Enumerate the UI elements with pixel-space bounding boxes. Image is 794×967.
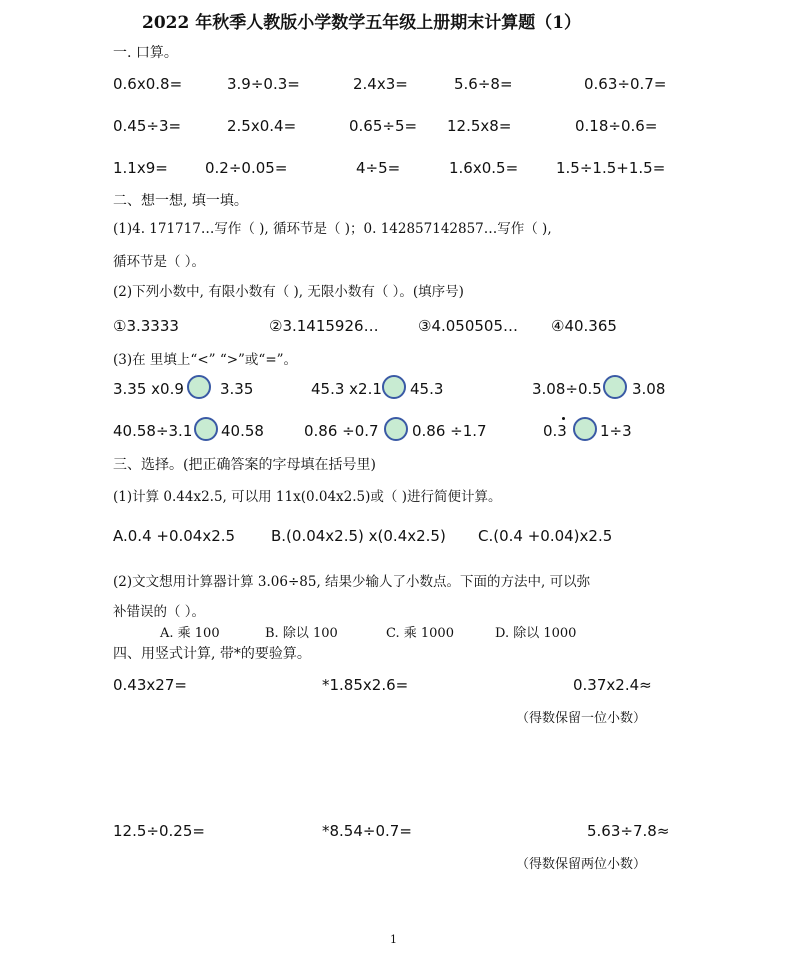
oral-calc-item: 2.4x3= [353, 75, 408, 93]
compare-right: 3.35 [220, 380, 254, 398]
oral-calc-item: 1.6x0.5= [449, 159, 519, 177]
compare-left: 0.86 ÷0.7 [304, 422, 379, 440]
vertical-calc-item: 0.43x27= [113, 676, 187, 694]
rounding-note: （得数保留一位小数） [516, 711, 647, 726]
answer-circle[interactable] [187, 375, 211, 399]
oral-calc-item: 0.6x0.8= [113, 75, 183, 93]
oral-calc-item: 1.5÷1.5+1.5= [556, 159, 666, 177]
question-text: (2)下列小数中, 有限小数有（ ), 无限小数有（ ）。(填序号) [113, 284, 464, 300]
section2-heading: 二、想一想, 填一填。 [113, 193, 248, 209]
compare-right: 0.86 ÷1.7 [412, 422, 487, 440]
oral-calc-item: 0.63÷0.7= [584, 75, 667, 93]
vertical-calc-item: 5.63÷7.8≈ [587, 822, 670, 840]
decimal-option: ①3.3333 [113, 317, 179, 335]
oral-calc-item: 0.65÷5= [349, 117, 418, 135]
oral-calc-item: 0.45÷3= [113, 117, 182, 135]
vertical-calc-item: *1.85x2.6= [322, 676, 409, 694]
choice-option: C. 乘 1000 [386, 626, 454, 641]
page-title: 2022 年秋季人教版小学数学五年级上册期末计算题（1） [142, 13, 582, 33]
oral-calc-item: 0.2÷0.05= [205, 159, 288, 177]
oral-calc-item: 5.6÷8= [454, 75, 513, 93]
vertical-calc-item: *8.54÷0.7= [322, 822, 412, 840]
choice-option: D. 除以 1000 [495, 626, 577, 641]
compare-right: 3.08 [632, 380, 666, 398]
vertical-calc-item: 0.37x2.4≈ [573, 676, 652, 694]
rounding-note: （得数保留两位小数） [516, 857, 647, 872]
oral-calc-item: 0.18÷0.6= [575, 117, 658, 135]
choice-option: B.(0.04x2.5) x(0.4x2.5) [271, 527, 446, 545]
answer-circle[interactable] [573, 417, 597, 441]
section4-heading: 四、用竖式计算, 带*的要验算。 [113, 646, 311, 662]
compare-left: 3.08÷0.5 [532, 380, 602, 398]
answer-circle[interactable] [194, 417, 218, 441]
question-text: (2)文文想用计算器计算 3.06÷85, 结果少输人了小数点。下面的方法中, 可以弥 [113, 574, 591, 590]
compare-left: 45.3 x2.1 [311, 380, 382, 398]
section1-heading: 一. 口算。 [113, 45, 178, 61]
repeating-decimal-dot [562, 417, 565, 420]
oral-calc-item: 3.9÷0.3= [227, 75, 300, 93]
oral-calc-item: 2.5x0.4= [227, 117, 297, 135]
choice-option: A.0.4 +0.04x2.5 [113, 527, 236, 545]
answer-circle[interactable] [382, 375, 406, 399]
choice-option: B. 除以 100 [265, 626, 338, 641]
page-number: 1 [390, 933, 397, 946]
compare-right: 1÷3 [600, 422, 632, 440]
oral-calc-item: 12.5x8= [447, 117, 512, 135]
question-text: (3)在 里填上“<” “>”或“=”。 [113, 352, 298, 368]
question-text: (1)4. 171717…写作（ ), 循环节是（ )；0. 142857142857…写作（ ), [113, 221, 552, 237]
choice-option: A. 乘 100 [160, 626, 220, 641]
choice-option: C.(0.4 +0.04)x2.5 [478, 527, 613, 545]
question-text: 补错误的（ ）。 [113, 604, 206, 620]
vertical-calc-item: 12.5÷0.25= [113, 822, 205, 840]
answer-circle[interactable] [603, 375, 627, 399]
compare-left: 0.3 [543, 422, 567, 440]
oral-calc-item: 1.1x9= [113, 159, 168, 177]
compare-left: 40.58÷3.1 [113, 422, 193, 440]
decimal-option: ②3.1415926… [269, 317, 379, 335]
compare-right: 40.58 [221, 422, 264, 440]
decimal-option: ④40.365 [551, 317, 617, 335]
question-text: (1)计算 0.44x2.5, 可以用 11x(0.04x2.5)或（ )进行简便计算。 [113, 489, 502, 505]
section3-heading: 三、选择。(把正确答案的字母填在括号里) [113, 457, 376, 473]
decimal-option: ③4.050505… [418, 317, 519, 335]
compare-right: 45.3 [410, 380, 444, 398]
question-text: 循环节是（ ）。 [113, 254, 206, 270]
compare-left: 3.35 x0.9 [113, 380, 184, 398]
oral-calc-item: 4÷5= [356, 159, 401, 177]
answer-circle[interactable] [384, 417, 408, 441]
